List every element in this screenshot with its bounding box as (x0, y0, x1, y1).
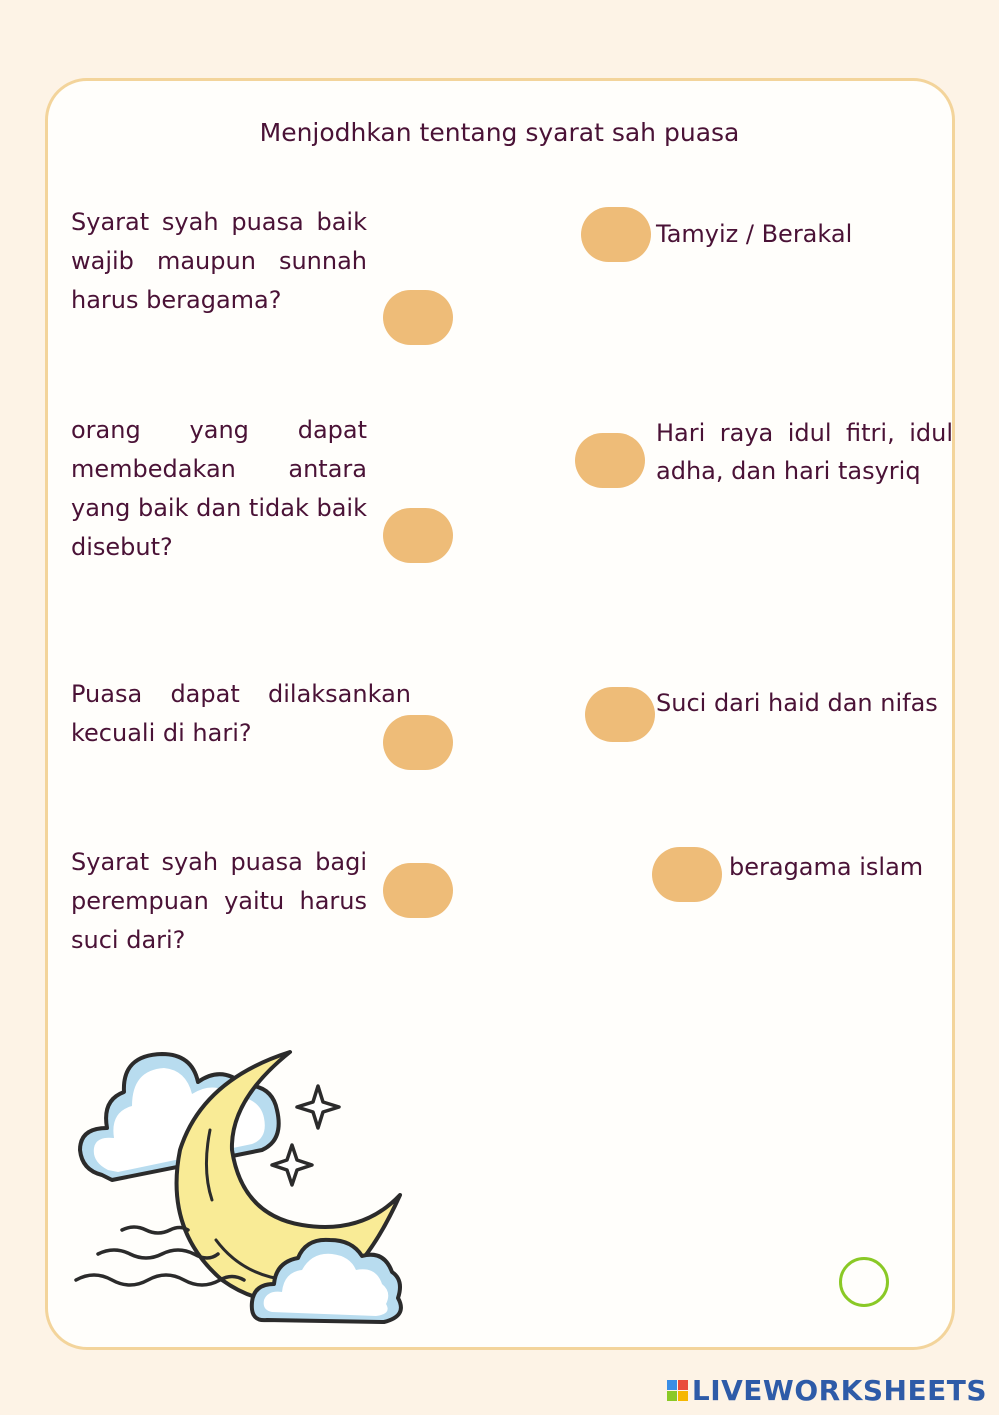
question-2: orang yang dapat membedakan antara yang baik dan tidak baik disebut? (71, 416, 367, 561)
question-4-match-dot[interactable] (383, 863, 453, 918)
check-circle-icon[interactable] (839, 1257, 889, 1307)
moon-clouds-stars-illustration (62, 1040, 412, 1340)
answer-3-match-dot[interactable] (585, 687, 655, 742)
answer-2: Hari raya idul fitri, idul adha, dan hari tasyriq (656, 419, 953, 485)
question-1-match-dot[interactable] (383, 290, 453, 345)
question-1: Syarat syah puasa baik wajib maupun sunnah harus beragama? (71, 208, 367, 314)
star-icon (272, 1086, 339, 1185)
answer-2-match-dot[interactable] (575, 433, 645, 488)
page-title: Menjodhkan tentang syarat sah puasa (259, 118, 740, 147)
answer-3: Suci dari haid dan nifas (656, 689, 938, 717)
answer-4: beragama islam (729, 853, 924, 881)
answer-4-match-dot[interactable] (652, 847, 722, 902)
question-2-match-dot[interactable] (383, 508, 453, 563)
question-3-match-dot[interactable] (383, 715, 453, 770)
liveworksheets-footer (667, 1373, 987, 1407)
liveworksheets-logo-icon (667, 1380, 688, 1401)
brand-name: LIVEWORKSHEETS (691, 1373, 987, 1407)
answer-1: Tamyiz / Berakal (656, 220, 853, 248)
answer-1-match-dot[interactable] (581, 207, 651, 262)
question-4: Syarat syah puasa bagi perempuan yaitu harus suci dari? (71, 848, 367, 954)
question-3: Puasa dapat dilaksankan kecuali di hari? (71, 680, 411, 747)
